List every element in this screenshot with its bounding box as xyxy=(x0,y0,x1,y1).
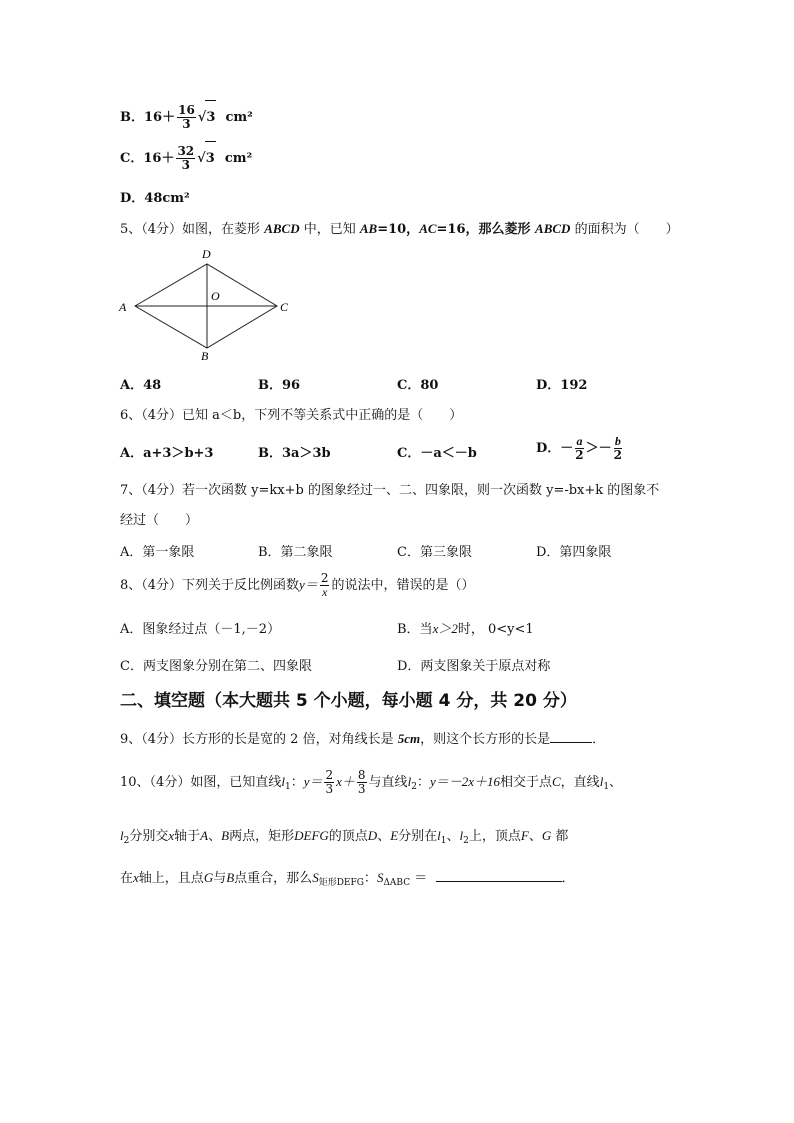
equation: x＋ xyxy=(336,774,355,789)
q5-var: ABCD xyxy=(535,221,571,236)
q9-value: 5cm xyxy=(397,731,421,746)
fraction-numerator: 2 xyxy=(320,571,329,585)
shape-name: DEFG xyxy=(294,828,329,843)
point-name: G xyxy=(541,828,552,843)
radicand: 3 xyxy=(205,141,216,176)
area-symbol: S xyxy=(312,870,319,885)
line-name: l xyxy=(120,828,124,843)
q8-text: B．当 xyxy=(397,622,433,637)
q6-option-a: A．a+3＞b+3 xyxy=(120,446,214,461)
subscript: 1 xyxy=(440,836,447,846)
q6-option-d xyxy=(536,432,624,466)
q5-option-c: C．80 xyxy=(397,378,439,393)
q8-option-a: A．图象经过点（－1,－2） xyxy=(120,622,281,637)
q5-var: ABCD xyxy=(264,221,300,236)
q10-line2 xyxy=(120,825,568,846)
q8-option-b xyxy=(397,618,534,637)
comparison: ＞－ xyxy=(585,441,612,456)
q5-text: =16，那么菱形 xyxy=(436,222,536,237)
q8-expr: 0<y<1 xyxy=(488,622,534,637)
q10-text: 轴于 xyxy=(174,829,201,844)
q5-text: 5、（4分）如图，在菱形 xyxy=(120,222,265,237)
radicand: 3 xyxy=(205,100,216,135)
line-name: l xyxy=(437,828,441,843)
q10-text: ： xyxy=(363,871,377,886)
q8-text: 时， xyxy=(457,622,484,637)
subscript: 1 xyxy=(603,782,610,792)
q6-option-c: C．－a＜－b xyxy=(397,446,477,461)
point-name: A xyxy=(200,828,209,843)
option-label: D．－ xyxy=(536,441,574,456)
q6-stem: 6、（4分）已知 a＜b，下列不等关系式中正确的是（ ） xyxy=(120,408,463,423)
subscript: 2 xyxy=(411,782,417,792)
fraction-numerator: 16 xyxy=(178,103,195,117)
q7-stem-line2: 经过（ ） xyxy=(120,513,199,528)
q10-text: ，直线 xyxy=(560,775,600,790)
q10-line1 xyxy=(120,764,622,800)
q9-stem xyxy=(120,728,605,747)
q8-option-d: D．两支图象关于原点对称 xyxy=(397,659,551,674)
line-name: l xyxy=(407,774,412,789)
fraction xyxy=(324,769,334,796)
q5-text: 的面积为（ ） xyxy=(570,222,679,237)
answer-blank[interactable] xyxy=(550,730,592,743)
q10-text: 都 xyxy=(551,829,569,844)
label-a: A xyxy=(119,300,127,314)
q6-option-b: B．3a＞3b xyxy=(258,446,331,461)
q10-text: 点重合，那么 xyxy=(234,871,313,886)
q9-text: ，则这个长方形的长是 xyxy=(420,732,551,747)
line-name: l xyxy=(599,774,604,789)
q8-text: 的说法中，错误的是（） xyxy=(331,578,475,593)
q7-option-c: C．第三象限 xyxy=(397,545,472,560)
fraction xyxy=(357,769,367,796)
q10-text: 的顶点 xyxy=(328,829,368,844)
q8-option-c: C．两支图象分别在第二、四象限 xyxy=(120,659,312,674)
fraction xyxy=(575,435,583,462)
q7-option-a: A．第一象限 xyxy=(120,545,195,560)
q8-expr: x＞2 xyxy=(432,621,458,636)
q10-text: 、 xyxy=(208,829,222,844)
fraction-denominator: 3 xyxy=(181,158,190,172)
fraction-numerator: 2 xyxy=(325,768,334,782)
fraction-numerator: a xyxy=(576,434,583,448)
q5-stem xyxy=(120,218,679,237)
q10-line3 xyxy=(120,867,575,888)
q10-text: 分别在 xyxy=(398,829,438,844)
point-name: C xyxy=(552,774,561,789)
q5-option-d: D．192 xyxy=(536,378,588,393)
q4-option-d: D．48cm² xyxy=(120,191,190,206)
option-label: B．16＋ xyxy=(120,110,176,125)
q10-text: 、 xyxy=(377,829,391,844)
sqrt-sign: √ xyxy=(197,151,206,166)
point-name: B xyxy=(221,828,230,843)
subscript: ΔABC xyxy=(383,878,411,888)
unit: cm² xyxy=(224,151,253,166)
sqrt-sign: √ xyxy=(197,110,207,125)
rhombus-figure xyxy=(115,244,295,362)
q10-text: 10、（4分）如图，已知直线 xyxy=(120,775,282,790)
q10-text: 轴上，且点 xyxy=(138,871,204,886)
q10-text: 在 xyxy=(120,871,134,886)
fraction-denominator: 3 xyxy=(357,782,366,796)
q10-text: 、 xyxy=(609,775,623,790)
q10-text: ： xyxy=(290,775,304,790)
subscript: 矩形DEFG xyxy=(318,878,364,888)
q10-text: 相交于点 xyxy=(499,775,552,790)
label-o: O xyxy=(211,289,220,303)
fraction-denominator: 3 xyxy=(182,117,191,131)
q5-text: 中，已知 xyxy=(299,222,360,237)
area-symbol: S xyxy=(376,870,384,885)
q10-text: 与 xyxy=(213,871,227,886)
point-name: F xyxy=(520,828,529,843)
var: x xyxy=(168,828,175,843)
q10-text: ． xyxy=(561,871,575,886)
subscript: 2 xyxy=(123,836,130,846)
var: x xyxy=(133,870,139,885)
q4-option-b xyxy=(120,100,253,134)
q5-option-a: A．48 xyxy=(120,378,162,393)
line-name: l xyxy=(281,774,285,789)
q8-eq: y＝ xyxy=(299,577,318,592)
fraction-numerator: b xyxy=(614,434,621,448)
equation: y＝ xyxy=(303,774,323,789)
q10-text: 上，顶点 xyxy=(468,829,521,844)
q8-stem xyxy=(120,567,474,603)
point-name: D xyxy=(367,828,378,843)
q7-option-b: B．第二象限 xyxy=(258,545,333,560)
fraction-denominator: 2 xyxy=(575,448,584,462)
fraction-denominator: 3 xyxy=(325,782,334,796)
label-c: C xyxy=(280,300,289,314)
q8-text: 8、（4分）下列关于反比例函数 xyxy=(120,578,300,593)
fraction xyxy=(177,104,196,131)
q10-text: 与直线 xyxy=(368,775,408,790)
q10-text: ： xyxy=(416,775,430,790)
unit: cm² xyxy=(225,110,253,125)
q7-option-d: D．第四象限 xyxy=(536,545,612,560)
point-name: B xyxy=(226,870,235,885)
q10-text: 、 xyxy=(446,829,460,844)
fraction xyxy=(614,435,622,462)
q9-text: ． xyxy=(592,732,606,747)
q5-var: AC xyxy=(419,221,437,236)
q7-stem-line1: 7、（4分）若一次函数 y=kx+b 的图象经过一、二、四象限，则一次函数 y=-bx+k 的图象不 xyxy=(120,483,660,498)
subscript: 1 xyxy=(284,782,291,792)
q4-option-c xyxy=(120,141,252,175)
fraction-numerator: 8 xyxy=(357,768,366,782)
label-b: B xyxy=(201,349,209,362)
section-heading: 二、填空题（本大题共 5 个小题，每小题 4 分，共 20 分） xyxy=(120,691,577,711)
fraction xyxy=(176,145,195,172)
q10-text: 、 xyxy=(528,829,542,844)
q5-option-b: B．96 xyxy=(258,378,301,393)
fraction-denominator: 2 xyxy=(613,448,623,462)
fraction-denominator: x xyxy=(321,585,328,599)
q10-text: 两点，矩形 xyxy=(229,829,295,844)
answer-blank[interactable] xyxy=(436,869,562,882)
q10-text: 分别交 xyxy=(129,829,169,844)
equation: y＝－2x＋16 xyxy=(429,774,500,789)
fraction xyxy=(320,572,330,599)
line-name: l xyxy=(459,828,464,843)
q10-text: ＝ xyxy=(414,871,428,886)
q5-var: AB xyxy=(359,221,378,236)
label-d: D xyxy=(202,247,211,261)
q5-text: =10， xyxy=(377,222,420,237)
q9-text: 9、（4分）长方形的长是宽的 2 倍，对角线长是 xyxy=(120,732,398,747)
option-label: C．16＋ xyxy=(120,151,175,166)
subscript: 2 xyxy=(463,836,469,846)
point-name: G xyxy=(203,870,214,885)
fraction-numerator: 32 xyxy=(177,144,195,158)
point-name: E xyxy=(390,828,399,843)
